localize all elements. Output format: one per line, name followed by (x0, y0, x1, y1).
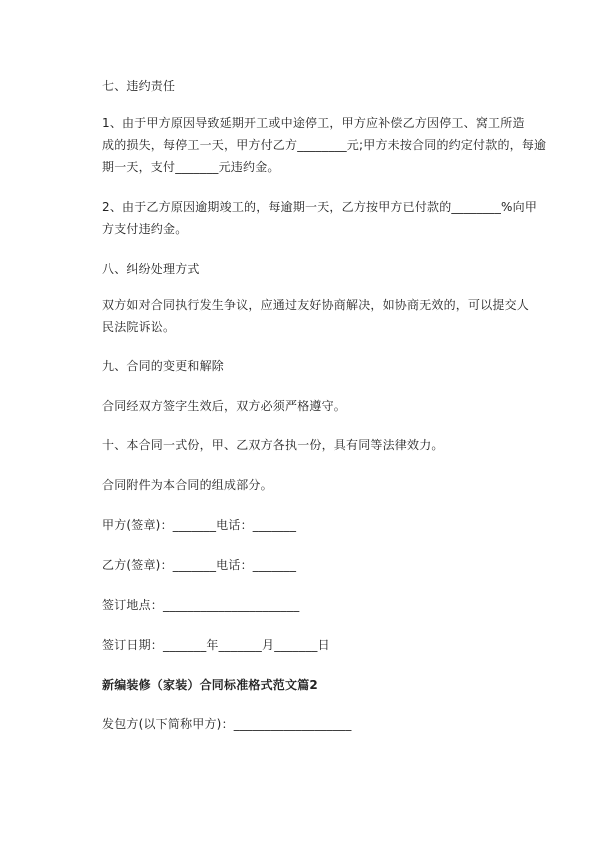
signature-party-a: 甲方(签章)：_______电话：_______ (102, 518, 297, 532)
section-heading-breach: 七、违约责任 (102, 79, 176, 93)
paragraph-line: 期一天，支付_______元违约金。 (102, 160, 280, 174)
paragraph-line: 方支付违约金。 (102, 222, 188, 236)
paragraph-line: 合同附件为本合同的组成部分。 (102, 478, 273, 492)
section-heading-dispute: 八、纠纷处理方式 (102, 262, 200, 276)
paragraph-line: 十、本合同一式份，甲、乙双方各执一份，具有同等法律效力。 (102, 438, 444, 452)
signature-party-b: 乙方(签章)：_______电话：_______ (102, 558, 297, 572)
paragraph-line: 合同经双方签字生效后，双方必须严格遵守。 (102, 399, 347, 413)
signing-place: 签订地点：______________________ (102, 598, 300, 612)
paragraph-line: 1、由于甲方原因导致延期开工或中途停工，甲方应补偿乙方因停工、窝工所造 (102, 116, 525, 130)
document-title-part2: 新编装修（家装）合同标准格式范文篇2 (102, 678, 318, 692)
signing-date: 签订日期：_______年_______月_______日 (102, 638, 330, 652)
paragraph-line: 发包方(以下简称甲方)：___________________ (102, 717, 352, 731)
paragraph-line: 双方如对合同执行发生争议，应通过友好协商解决，如协商无效的，可以提交人 (102, 298, 530, 312)
paragraph-line: 成的损失，每停工一天，甲方付乙方________元;甲方未按合同的约定付款的，每逾 (102, 138, 547, 152)
paragraph-line: 民法院诉讼。 (102, 320, 176, 334)
paragraph-line: 2、由于乙方原因逾期竣工的，每逾期一天，乙方按甲方已付款的________%向甲 (102, 200, 538, 214)
section-heading-change: 九、合同的变更和解除 (102, 359, 225, 373)
